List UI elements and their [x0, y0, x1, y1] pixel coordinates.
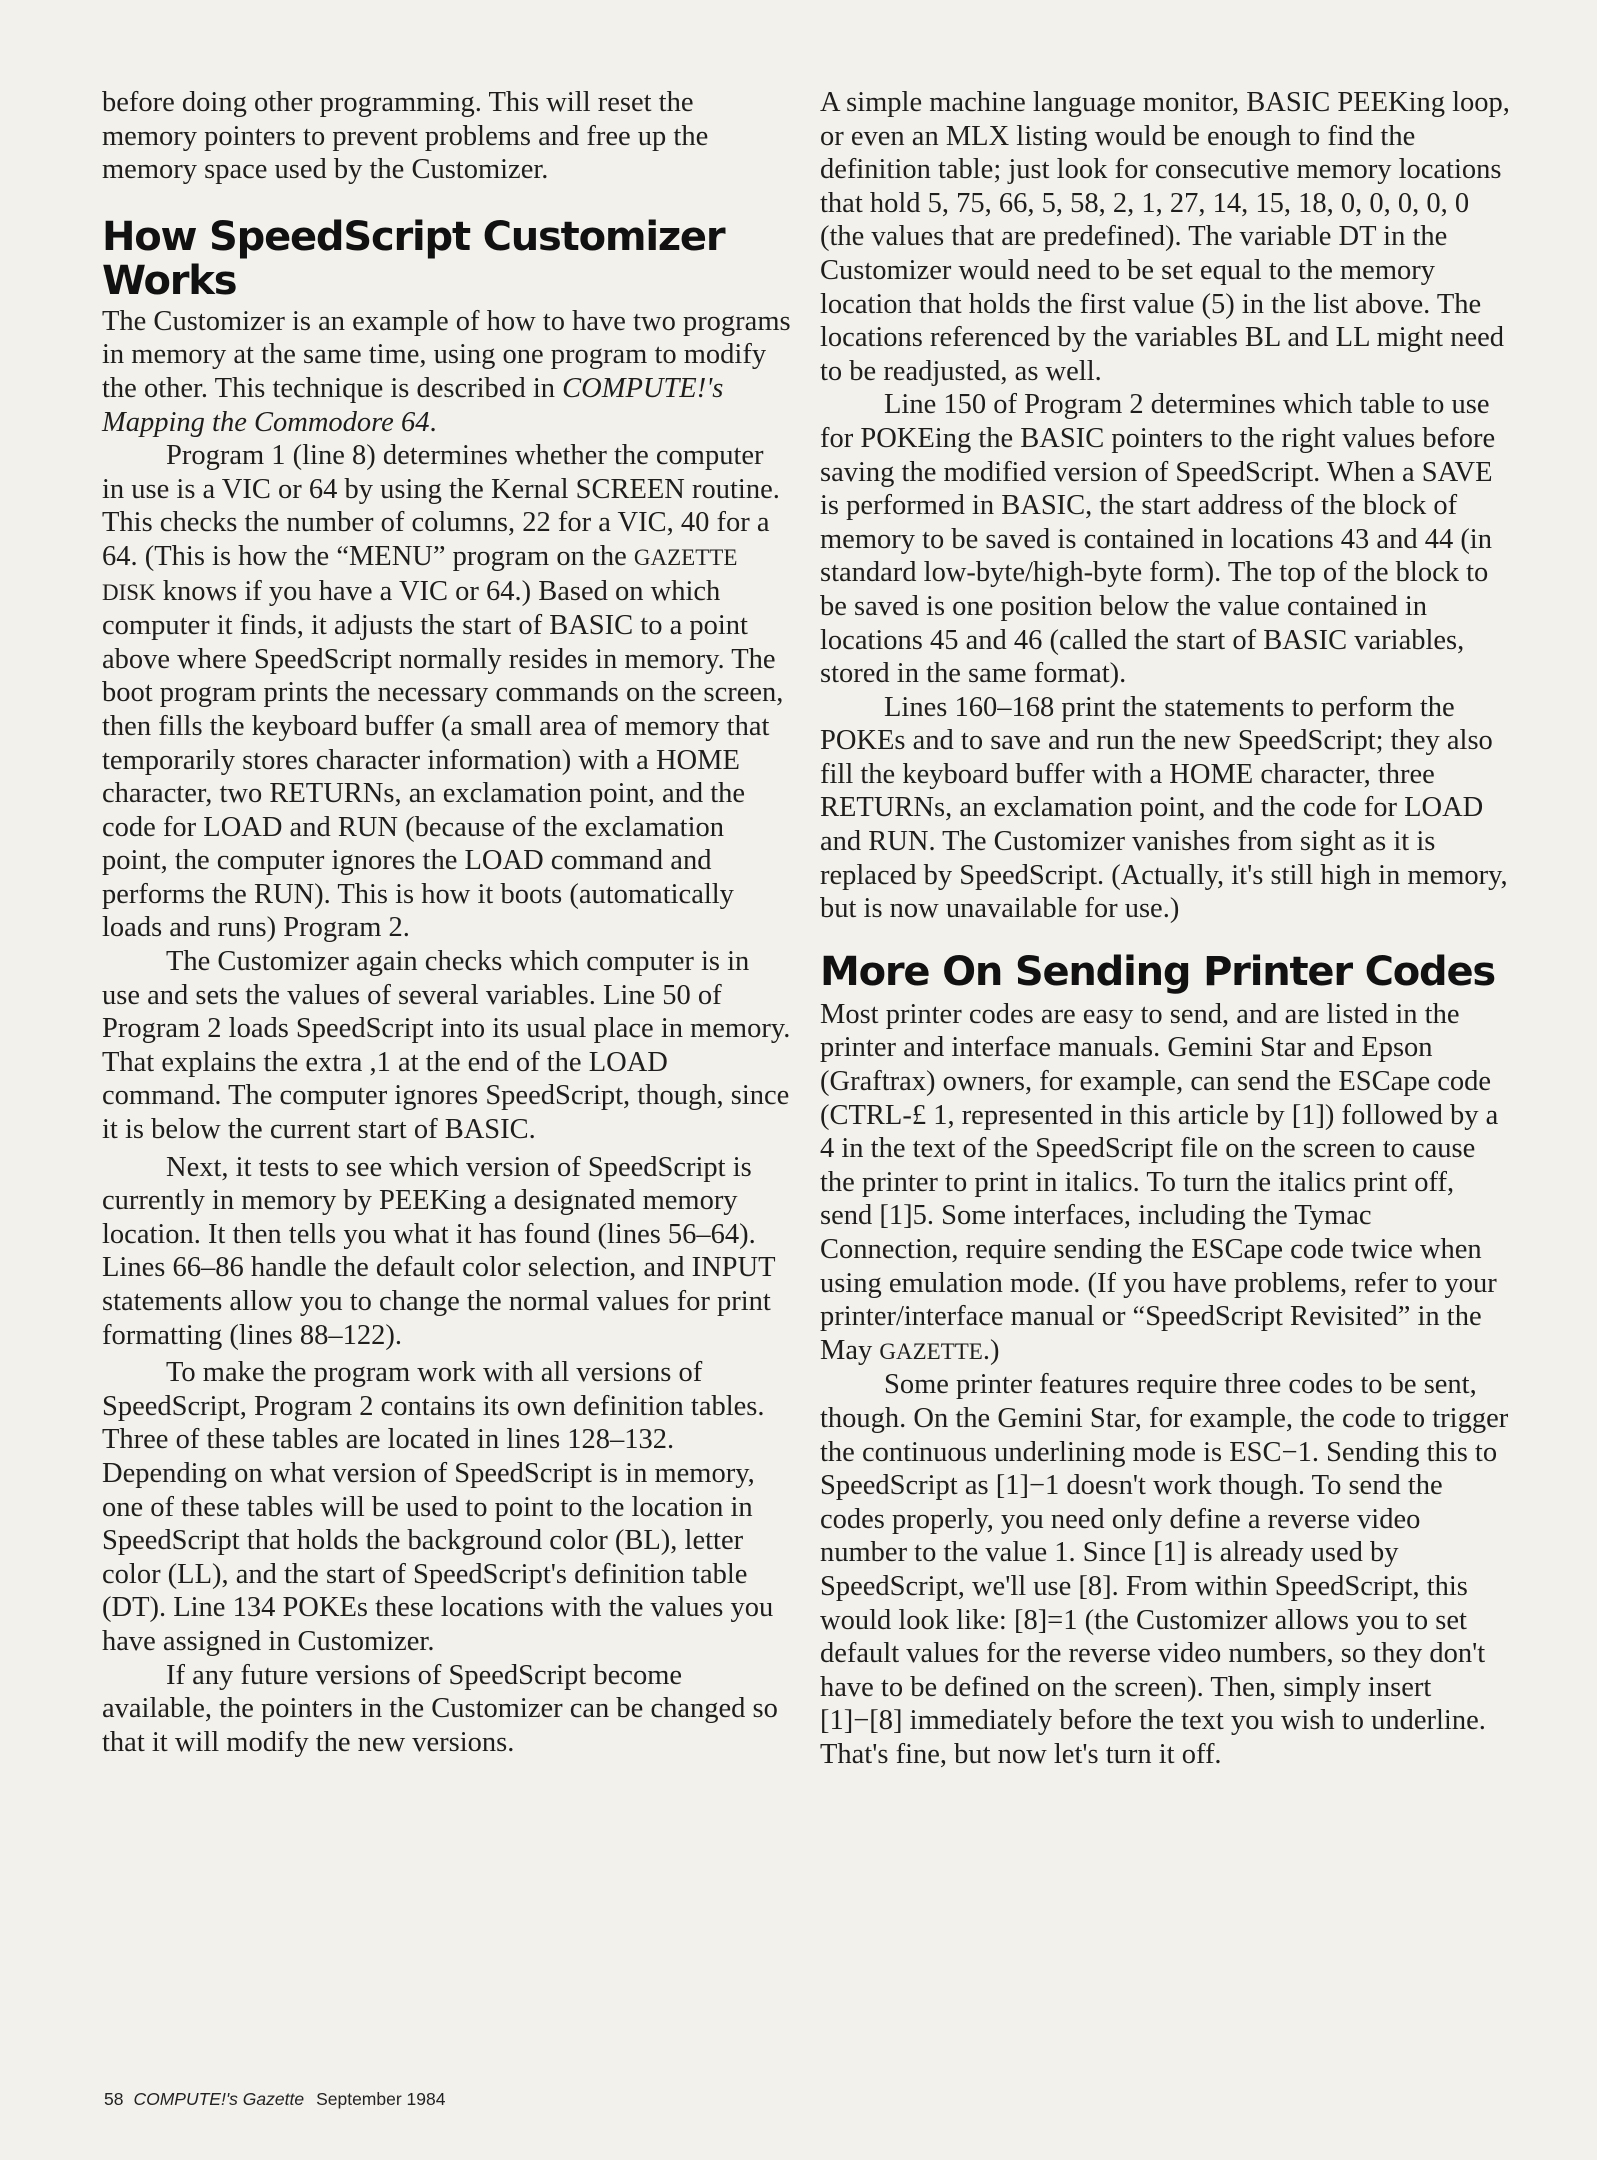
- future-versions-paragraph: If any future versions of SpeedScript become available, the pointers in the Customizer can be changed so that it will modify the new versions.: [102, 1659, 778, 1758]
- page-footer: [104, 2089, 445, 2110]
- monitor-paragraph: A simple machine language monitor, BASIC PEEKing loop, or even an MLX listing would be enough to find the definition table; just look for consecutive memory locations that hold 5, 75, 66, 5, 58, 2, 1, 27, 14, 15, 18, 0, 0, 0, 0, 0 (the values that are predefined). The variable DT in the Customizer would need to be set equal to the memory location that holds the first value (5) in the list above. The locations referenced by the variables BL and LL might need to be readjusted, as well.: [820, 87, 1510, 387]
- book-title: COMPUTE!'s Mapping the Commodore 64: [102, 372, 724, 438]
- gazette-disk-smallcaps: GAZETTE DISK: [102, 544, 738, 605]
- publication-name: COMPUTE!'s Gazette: [133, 2089, 305, 2109]
- section-heading-customizer: How SpeedScript Customizer Works: [102, 213, 725, 304]
- printer-codes-paragraph: Most printer codes are easy to send, and are listed in the printer and interface manuals. Gemini Star and Epson (Graftrax) owners, for example, can send the ESCape code (CTRL-£ 1, represented in this article by [1]) followed by a 4 in the text of the SpeedScript file on the screen to cause the printer to print in italics. To turn the italics print off, send [1]5. Some interfaces, including the Tymac Connection, require sending the ESCape code twice when using emulation mode. (If you have problems, refer to your printer/interface manual or “SpeedScript Revisited” in the May GAZETTE.): [820, 998, 1499, 1366]
- gazette-smallcaps: GAZETTE: [879, 1338, 983, 1364]
- program2-paragraph: The Customizer again checks which computer is in use and sets the values of several variables. Line 50 of Program 2 loads SpeedScript into its usual place in memory. That explains the extra ,1 at the end of the LOAD command. The computer ignores SpeedScript, though, since it is below the current start of BASIC.: [102, 946, 791, 1146]
- program1-paragraph: Program 1 (line 8) determines whether the computer in use is a VIC or 64 by using the Kernal SCREEN routine. This checks the number of columns, 22 for a VIC, 40 for a 64. (This is how the “MENU” program on the GAZETTE DISK knows if you have a VIC or 64.) Based on which computer it finds, it adjusts the start of BASIC to a point above where SpeedScript normally resides in memory. The boot program prints the necessary commands on the screen, then fills the keyboard buffer (a small area of memory that temporarily stores character information) with a HOME character, two RETURNs, an exclamation point, and the code for LOAD and RUN (because of the exclamation point, the computer ignores the LOAD command and performs the RUN). This is how it boots (automatically loads and runs) Program 2.: [102, 440, 784, 944]
- right-column: [820, 86, 1510, 1772]
- section-heading-printer-codes: More On Sending Printer Codes: [820, 948, 1496, 995]
- customizer-overview-paragraph: The Customizer is an example of how to have two programs in memory at the same time, using one program to modify the other. This technique is described in COMPUTE!'s Mapping the Commodore 64.: [102, 305, 791, 438]
- left-column: [102, 86, 792, 1759]
- line150-paragraph: Line 150 of Program 2 determines which table to use for POKEing the BASIC pointers to the right values before saving the modified version of SpeedScript. When a SAVE is performed in BASIC, the start address of the block of memory to be saved is contained in locations 43 and 44 (in standard low-byte/high-byte form). The top of the block to be saved is one position below the value contained in locations 45 and 46 (called the start of BASIC variables, stored in the same format).: [820, 389, 1496, 690]
- lines160-paragraph: Lines 160–168 print the statements to perform the POKEs and to save and run the new SpeedScript; they also fill the keyboard buffer with a HOME character, three RETURNs, an exclamation point, and the code for LOAD and RUN. The Customizer vanishes from sight as it is replaced by SpeedScript. (Actually, it's still high in memory, but is now unavailable for use.): [820, 691, 1508, 925]
- issue-date: September 1984: [316, 2089, 446, 2109]
- intro-paragraph: before doing other programming. This will reset the memory pointers to prevent problems and free up the memory space used by the Customizer.: [102, 87, 709, 186]
- page-number: 58: [104, 2089, 124, 2109]
- version-check-paragraph: Next, it tests to see which version of SpeedScript is currently in memory by PEEKing a designated memory location. It then tells you what it has found (lines 56–64). Lines 66–86 handle the default color selection, and INPUT statements allow you to change the normal values for print formatting (lines 88–122).: [102, 1151, 776, 1351]
- definition-tables-paragraph: To make the program work with all versions of SpeedScript, Program 2 contains its own definition tables. Three of these tables are located in lines 128–132. Depending on what version of SpeedScript is in memory, one of these tables will be used to point to the location in SpeedScript that holds the background color (BL), letter color (LL), and the start of SpeedScript's definition table (DT). Line 134 POKEs these locations with the values you have assigned in Customizer.: [102, 1357, 774, 1657]
- three-codes-paragraph: Some printer features require three codes to be sent, though. On the Gemini Star, for example, the code to trigger the continuous underlining mode is ESC−1. Sending this to SpeedScript as [1]−1 doesn't work though. To send the codes properly, you need only define a reverse video number to the value 1. Since [1] is already used by SpeedScript, we'll use [8]. From within SpeedScript, this would look like: [8]=1 (the Customizer allows you to set default values for the reverse video numbers, so they don't have to be defined on the screen). Then, simply insert [1]−[8] immediately before the text you wish to underline. That's fine, but now let's turn it off.: [820, 1369, 1509, 1770]
